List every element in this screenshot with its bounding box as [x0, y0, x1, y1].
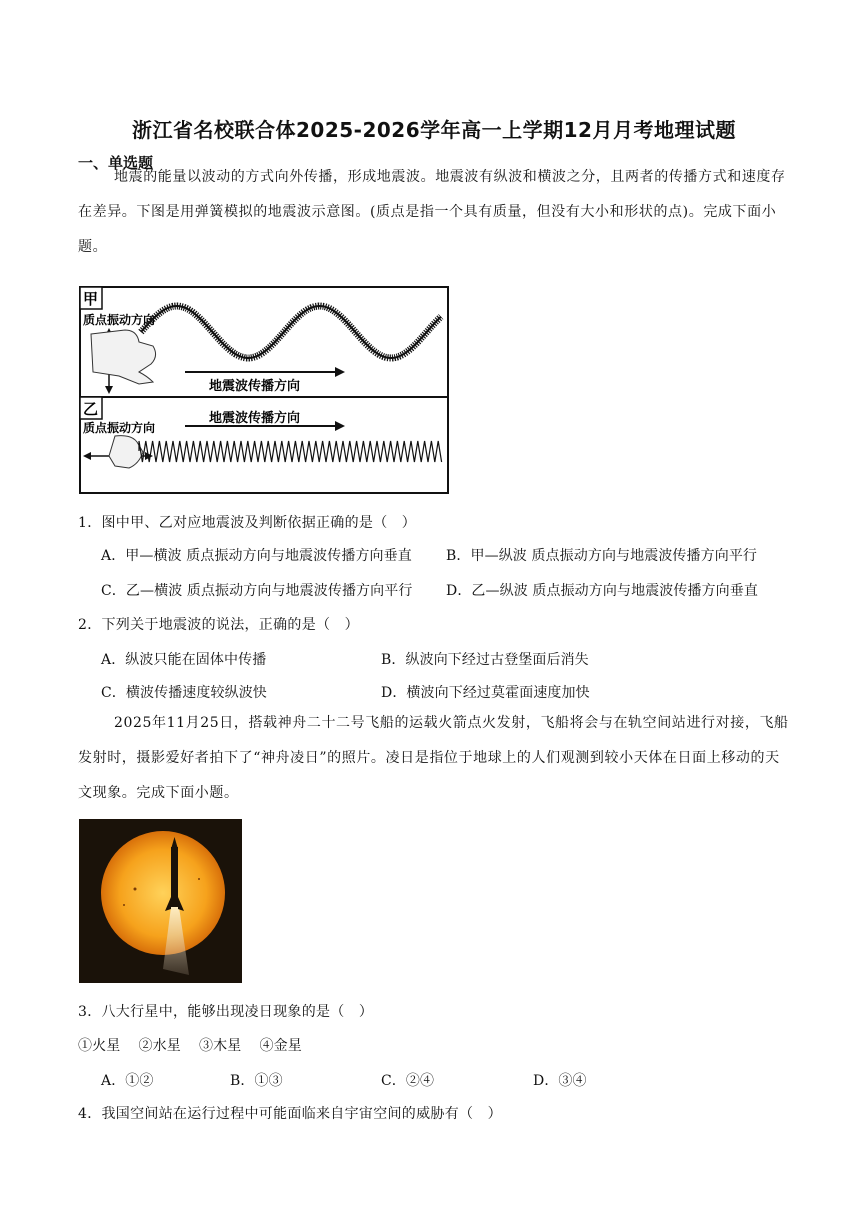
- q3-option-c[interactable]: C．②④: [381, 1073, 435, 1089]
- q1-option-a[interactable]: A．甲—横波 质点振动方向与地震波传播方向垂直: [101, 548, 412, 564]
- passage-2: 2025年11月25日，搭载神舟二十二号飞船的运载火箭点火发射，飞船将会与在轨空间站进行对接，飞船发射时，摄影爱好者拍下了“神舟凌日”的照片。凌日是指位于地球上的人们观测到较小天体在日面上移动的天文现象。完成下面小题。: [78, 715, 789, 801]
- q2-option-b[interactable]: B．纵波向下经过古登堡面后消失: [381, 652, 589, 668]
- prop-label-b: 地震波传播方向: [209, 411, 301, 426]
- q3-items: ①火星 ②水星 ③木星 ④金星: [78, 1038, 302, 1054]
- section-heading: 一、单选题: [78, 154, 154, 172]
- q2-option-a[interactable]: A．纵波只能在固体中传播: [101, 652, 267, 668]
- q3-stem: 3．八大行星中，能够出现凌日现象的是（ ）: [78, 1004, 374, 1020]
- q3-option-d[interactable]: D．③④: [533, 1073, 587, 1089]
- q2-stem: 2．下列关于地震波的说法，正确的是（ ）: [78, 617, 359, 633]
- q1-option-c[interactable]: C．乙—横波 质点振动方向与地震波传播方向平行: [101, 583, 413, 599]
- prop-label-a: 地震波传播方向: [209, 379, 301, 394]
- passage-1: 地震的能量以波动的方式向外传播，形成地震波。地震波有纵波和横波之分，且两者的传播方式和速度存在差异。下图是用弹簧模拟的地震波示意图。(质点是指一个具有质量，但没有大小和形状的点)。完成下面小题。: [78, 169, 786, 255]
- vib-label-b: 质点振动方向: [83, 421, 156, 435]
- q2-option-c[interactable]: C．横波传播速度较纵波快: [101, 685, 267, 701]
- q2-option-d[interactable]: D．横波向下经过莫霍面速度加快: [381, 685, 590, 701]
- q1-option-d[interactable]: D．乙—纵波 质点振动方向与地震波传播方向垂直: [446, 583, 758, 599]
- q1-stem: 1．图中甲、乙对应地震波及判断依据正确的是（ ）: [78, 515, 417, 531]
- q3-option-a[interactable]: A．①②: [101, 1073, 154, 1089]
- vib-label-a: 质点振动方向: [83, 313, 156, 327]
- label-b: 乙: [83, 400, 99, 418]
- label-a: 甲: [83, 290, 99, 308]
- q4-stem: 4．我国空间站在运行过程中可能面临来自宇宙空间的威胁有（ ）: [78, 1106, 502, 1122]
- page-title: 浙江省名校联合体2025-2026学年高一上学期12月月考地理试题: [132, 118, 736, 142]
- rocket-sun-photo: [79, 819, 242, 983]
- q3-option-b[interactable]: B．①③: [230, 1073, 283, 1089]
- q1-option-b[interactable]: B．甲—纵波 质点振动方向与地震波传播方向平行: [446, 548, 758, 564]
- seismic-wave-figure: [79, 286, 449, 494]
